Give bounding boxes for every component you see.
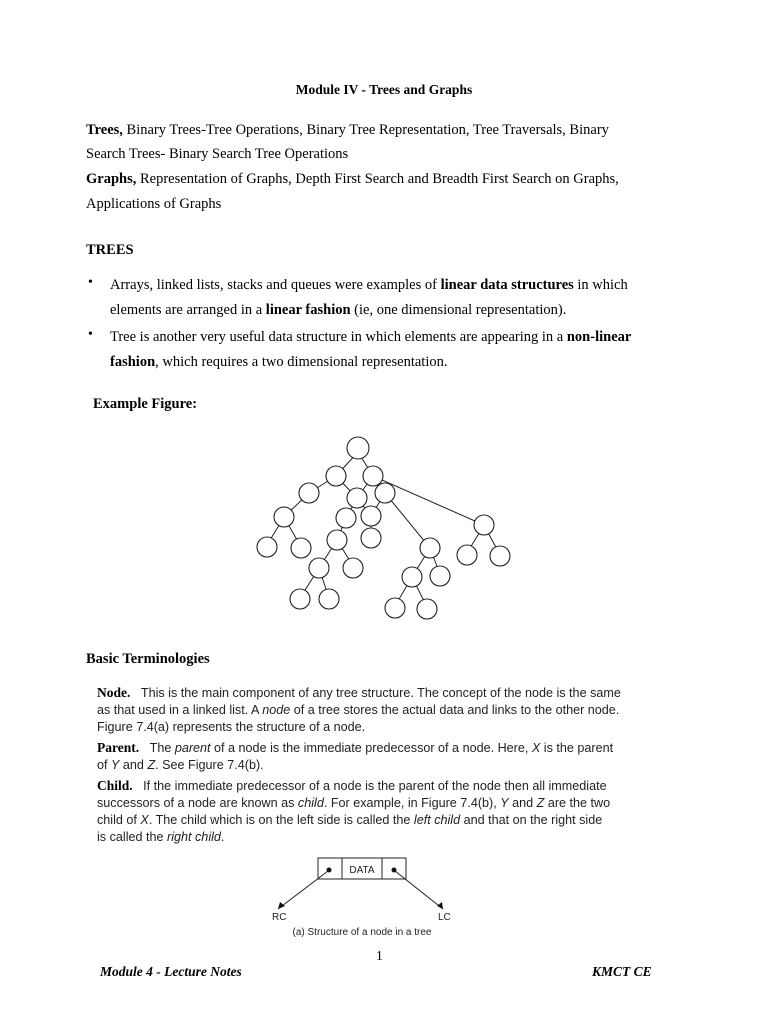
text-span: is the parent [540, 741, 614, 755]
arrowhead-icon [437, 902, 443, 909]
bullet-1-line2 [110, 301, 566, 319]
tree-node [361, 506, 381, 526]
basic-terminologies-heading: Basic Terminologies [86, 651, 210, 667]
tree-node [299, 483, 319, 503]
italic-term: Y [500, 796, 509, 810]
text-span: of a tree stores the actual data and links to the other node. [290, 703, 620, 717]
right-link-dot [392, 868, 397, 873]
trees-label: Trees, [86, 122, 123, 138]
text-span: . [220, 830, 225, 844]
tree-node [402, 567, 422, 587]
tree-node [326, 466, 346, 486]
tree-node [290, 589, 310, 609]
italic-term: X [140, 813, 149, 827]
tree-node [309, 558, 329, 578]
rc-pointer [278, 871, 328, 909]
tree-node [327, 530, 347, 550]
syllabus-trees-line2: Search Trees- Binary Search Tree Operations [86, 146, 349, 162]
italic-term: X [531, 741, 541, 755]
text-span: If the immediate predecessor of a node is the parent of the node then all immediate [143, 779, 607, 793]
tree-node [347, 488, 367, 508]
arrowhead-icon [278, 902, 285, 909]
parent-line-2 [97, 757, 667, 774]
page-title: Module IV - Trees and Graphs [295, 82, 473, 97]
tree-node [319, 589, 339, 609]
text-span: (ie, one dimensional representation). [350, 302, 567, 318]
tree-node [347, 437, 369, 459]
text-span: Arrays, linked lists, stacks and queues were examples of [110, 277, 441, 293]
text-span: in which [573, 277, 628, 293]
tree-node [375, 483, 395, 503]
text-span: of [97, 758, 112, 772]
trees-topics: Binary Trees-Tree Operations, Binary Tree Representation, Tree Traversals, Binary [122, 122, 609, 138]
italic-term: Z [147, 758, 156, 772]
text-span: and that on the right side [460, 813, 603, 827]
child-line-4 [97, 829, 667, 846]
syllabus-graphs-line2: Applications of Graphs [86, 196, 222, 212]
parent-definition [97, 739, 667, 774]
node-line-1 [97, 684, 667, 702]
tree-node [385, 598, 405, 618]
left-link-dot [327, 868, 332, 873]
footer-right: KMCT CE [592, 964, 652, 979]
node-structure-figure [262, 852, 462, 944]
lc-label: LC [438, 912, 451, 923]
tree-node [430, 566, 450, 586]
text-span: . See Figure 7.4(b). [155, 758, 264, 772]
node-definition [97, 684, 667, 736]
example-tree-figure [240, 430, 530, 620]
tree-node [343, 558, 363, 578]
node-line-3: Figure 7.4(a) represents the structure of a node. [97, 720, 366, 734]
tree-node [361, 528, 381, 548]
syllabus-trees-line1 [86, 121, 609, 139]
text-span: of a node is the immediate predecessor of a node. Here, [210, 741, 532, 755]
italic-term: parent [174, 741, 211, 755]
text-span: and [119, 758, 148, 772]
italic-term: Z [536, 796, 545, 810]
tree-node [336, 508, 356, 528]
text-span: The [149, 741, 175, 755]
tree-node [291, 538, 311, 558]
text-span: elements are arranged in a [110, 302, 266, 318]
child-line-3 [97, 812, 667, 829]
text-span: Tree is another very useful data structure in which elements are appearing in a [110, 329, 567, 345]
emphasis: fashion [110, 354, 156, 370]
italic-term: child [297, 796, 324, 810]
tree-node [257, 537, 277, 557]
child-line-1 [97, 777, 667, 795]
child-term: Child. [97, 778, 133, 793]
page-number: 1 [376, 948, 383, 963]
text-span: This is the main component of any tree structure. The concept of the node is the same [140, 686, 621, 700]
trees-heading: TREES [86, 242, 134, 258]
bullet-icon: • [88, 275, 93, 290]
bullet-2-line1 [110, 328, 631, 346]
emphasis: linear data structures [440, 277, 574, 293]
parent-term: Parent. [97, 740, 140, 755]
text-span: . The child which is on the left side is called the [148, 813, 414, 827]
lc-pointer [395, 871, 443, 909]
text-span: child of [97, 813, 141, 827]
rc-label: RC [272, 912, 287, 923]
text-span: . For example, in Figure 7.4(b), [323, 796, 501, 810]
tree-node [274, 507, 294, 527]
child-line-2 [97, 795, 667, 812]
parent-line-1 [97, 739, 667, 757]
tree-node [417, 599, 437, 619]
text-span: , which requires a two dimensional representation. [155, 354, 448, 370]
tree-node [363, 466, 383, 486]
text-span: and [508, 796, 537, 810]
tree-node [457, 545, 477, 565]
child-definition [97, 777, 667, 846]
data-field-label: DATA [349, 865, 375, 876]
text-span: successors of a node are known as [97, 796, 298, 810]
graphs-topics: Representation of Graphs, Depth First Search and Breadth First Search on Graphs, [136, 171, 619, 187]
tree-node [474, 515, 494, 535]
syllabus-graphs-line1 [86, 170, 619, 188]
bullet-icon: • [88, 327, 93, 342]
emphasis: non-linear [566, 329, 632, 345]
text-span: is called the [97, 830, 168, 844]
text-span: as that used in a linked list. A [97, 703, 263, 717]
italic-term: right child [167, 830, 221, 844]
emphasis: linear fashion [265, 302, 351, 318]
tree-node [420, 538, 440, 558]
italic-term: node [262, 703, 291, 717]
graphs-label: Graphs, [86, 171, 137, 187]
footer-left: Module 4 - Lecture Notes [100, 964, 242, 979]
tree-node [490, 546, 510, 566]
italic-term: Y [111, 758, 120, 772]
node-term: Node. [97, 685, 131, 700]
tree-edge [385, 493, 430, 548]
bullet-2-line2 [110, 353, 447, 371]
node-figure-caption: (a) Structure of a node in a tree [292, 927, 432, 938]
bullet-1-line1 [110, 276, 628, 294]
example-figure-label: Example Figure: [93, 396, 198, 412]
italic-term: left child [413, 813, 461, 827]
text-span: are the two [544, 796, 611, 810]
node-line-2 [97, 702, 667, 719]
